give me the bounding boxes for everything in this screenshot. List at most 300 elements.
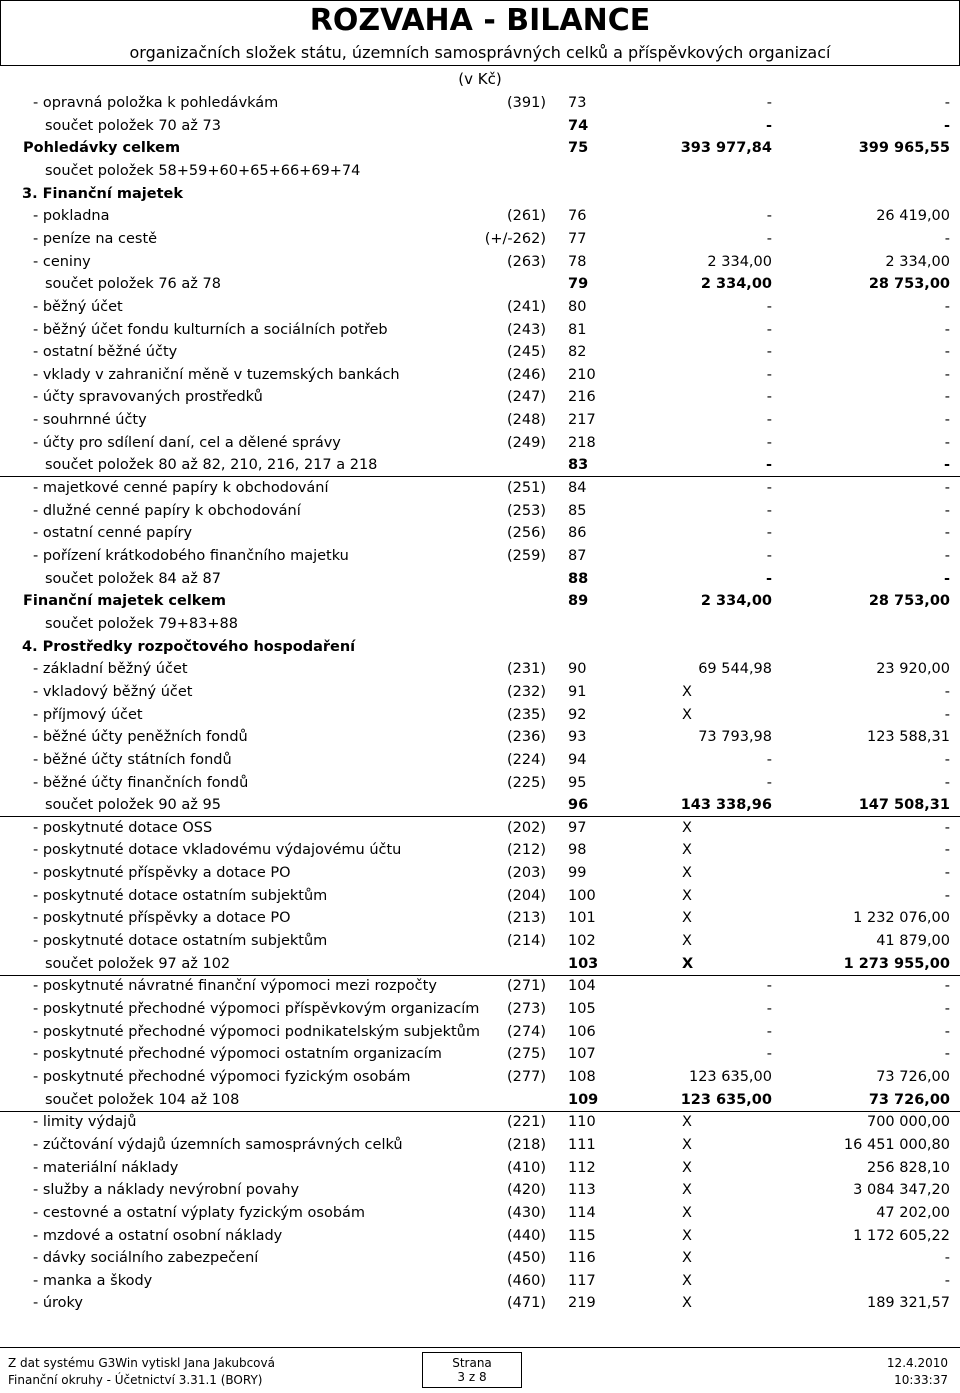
current-period-value: 2 334,00 [700, 276, 772, 293]
previous-period-value: - [944, 525, 950, 542]
account-code: (430) [507, 1204, 546, 1221]
row-label: - běžné účty peněžních fondů [33, 729, 248, 746]
row-label: součet položek 79+83+88 [45, 615, 238, 632]
previous-period-value: 28 753,00 [868, 593, 950, 610]
row-label: - poskytnuté příspěvky a dotace PO [33, 910, 291, 927]
account-code: (214) [507, 933, 546, 950]
row-label: Finanční majetek celkem [23, 593, 226, 610]
previous-period-value: - [944, 978, 950, 995]
table-row [0, 500, 960, 522]
previous-period-value: - [944, 480, 950, 497]
line-number: 217 [568, 412, 596, 429]
line-number: 74 [568, 117, 589, 134]
account-code: (241) [507, 298, 546, 315]
line-number: 219 [568, 1295, 596, 1312]
current-period-value: - [766, 389, 772, 406]
table-row [0, 839, 960, 861]
current-period-value: X [682, 865, 692, 882]
previous-period-value: 147 508,31 [858, 797, 950, 814]
account-code: (410) [507, 1159, 546, 1176]
line-number: 78 [568, 253, 587, 270]
previous-period-value: 73 726,00 [876, 1068, 950, 1085]
row-label: - běžný účet [33, 298, 123, 315]
table-row [0, 726, 960, 748]
previous-period-value: - [944, 344, 950, 361]
previous-period-value: 28 753,00 [868, 276, 950, 293]
table-row [0, 160, 960, 182]
account-code: (243) [507, 321, 546, 338]
line-number: 83 [568, 457, 589, 474]
previous-period-value: - [943, 117, 950, 134]
table-row [0, 885, 960, 907]
table-row [0, 432, 960, 454]
row-label: - ceniny [33, 253, 91, 270]
previous-period-value: - [944, 366, 950, 383]
row-label: - opravná položka k pohledávkám [33, 95, 279, 111]
row-label: - dlužné cenné papíry k obchodování [33, 502, 301, 519]
account-code: (203) [507, 865, 546, 882]
table-row [0, 907, 960, 929]
table-row [0, 590, 960, 612]
footer-printed-by: Z dat systému G3Win vytiskl Jana Jakubcová [8, 1356, 275, 1370]
previous-period-value: - [944, 1250, 950, 1267]
table-row [0, 522, 960, 544]
table-row [0, 319, 960, 341]
table-row [0, 251, 960, 273]
table-row [0, 704, 960, 726]
row-label: - manka a škody [33, 1272, 153, 1289]
table-row [0, 1247, 960, 1269]
account-code: (259) [507, 548, 546, 564]
previous-period-value: - [944, 412, 950, 429]
table-row [0, 862, 960, 884]
line-number: 113 [568, 1182, 596, 1199]
account-code: (450) [507, 1250, 546, 1267]
table-row [0, 341, 960, 363]
report-title: ROZVAHA - BILANCE [309, 3, 651, 38]
line-number: 105 [568, 1001, 596, 1017]
line-number: 75 [568, 140, 589, 157]
line-number: 114 [568, 1204, 596, 1221]
account-code: (246) [507, 366, 546, 383]
previous-period-value: - [944, 683, 950, 700]
line-number: 101 [568, 910, 596, 927]
table-row [0, 1157, 960, 1179]
account-code: (204) [507, 887, 546, 904]
previous-period-value: 41 879,00 [876, 933, 950, 950]
current-period-value: - [766, 366, 772, 383]
current-period-value: X [682, 683, 692, 700]
previous-period-value: 47 202,00 [876, 1204, 950, 1221]
previous-period-value: - [944, 774, 950, 791]
row-label: součet položek 97 až 102 [45, 955, 231, 972]
line-number: 115 [568, 1227, 596, 1244]
row-label: - ostatní cenné papíry [33, 525, 193, 542]
line-number: 90 [568, 661, 587, 678]
account-code: (391) [507, 95, 546, 111]
previous-period-value: 16 451 000,80 [843, 1136, 950, 1153]
table-row [0, 1292, 960, 1314]
account-code: (232) [507, 683, 546, 700]
row-label: - pořízení krátkodobého finančního majetku [33, 548, 349, 564]
table-row [0, 545, 960, 567]
previous-period-value: 2 334,00 [885, 253, 950, 270]
row-label: - vkladový běžný účet [33, 683, 193, 700]
row-label: Pohledávky celkem [23, 140, 181, 157]
table-row [0, 636, 960, 658]
current-period-value: X [682, 887, 692, 904]
account-code: (218) [507, 1136, 546, 1153]
previous-period-value: - [944, 434, 950, 451]
current-period-value: 73 793,98 [698, 729, 772, 746]
table-row [0, 1089, 960, 1112]
row-label: - základní běžný účet [33, 661, 188, 678]
account-code: (274) [507, 1023, 546, 1040]
table-row [0, 998, 960, 1020]
line-number: 110 [568, 1114, 596, 1131]
current-period-value: - [766, 525, 772, 542]
previous-period-value: - [944, 321, 950, 338]
footer-time: 10:33:37 [894, 1373, 948, 1387]
line-number: 84 [568, 480, 587, 497]
previous-period-value: - [944, 502, 950, 519]
row-label: součet položek 76 až 78 [45, 276, 221, 293]
table-row [0, 975, 960, 997]
current-period-value: 2 334,00 [707, 253, 772, 270]
current-period-value: X [682, 955, 694, 972]
row-label: - poskytnuté přechodné výpomoci ostatním organizacím [33, 1046, 442, 1063]
table-row [0, 228, 960, 250]
current-period-value: - [766, 298, 772, 315]
currency-unit: (v Kč) [458, 70, 502, 88]
previous-period-value: - [944, 1001, 950, 1017]
table-row [0, 930, 960, 952]
row-label: - peníze na cestě [33, 230, 158, 247]
row-label: - zúčtování výdajů územních samosprávných celků [33, 1136, 403, 1153]
current-period-value: - [766, 1023, 772, 1040]
line-number: 91 [568, 683, 587, 700]
account-code: (202) [507, 819, 546, 836]
previous-period-value: 700 000,00 [866, 1114, 950, 1131]
current-period-value: - [766, 321, 772, 338]
account-code: (224) [507, 751, 546, 768]
line-number: 107 [568, 1046, 596, 1063]
previous-period-value: 23 920,00 [876, 661, 950, 678]
current-period-value: - [765, 457, 772, 474]
account-code: (212) [507, 842, 546, 859]
current-period-value: 69 544,98 [698, 661, 772, 678]
previous-period-value: - [944, 887, 950, 904]
account-code: (231) [507, 661, 546, 678]
row-label: - poskytnuté dotace ostatním subjektům [33, 887, 328, 904]
previous-period-value: - [944, 230, 950, 247]
report-header [0, 0, 960, 66]
row-label: - běžný účet fondu kulturních a sociálních potřeb [33, 321, 388, 338]
row-label: - pokladna [33, 208, 110, 225]
row-label: součet položek 58+59+60+65+66+69+74 [45, 162, 361, 179]
table-row [0, 92, 960, 114]
line-number: 216 [568, 389, 596, 406]
row-label: - účty spravovaných prostředků [33, 389, 263, 406]
row-label: - služby a náklady nevýrobní povahy [33, 1182, 300, 1199]
account-code: (420) [507, 1182, 546, 1199]
row-label: - poskytnuté dotace vkladovému výdajovému účtu [33, 842, 402, 859]
table-row [0, 817, 960, 839]
line-number: 218 [568, 434, 596, 451]
row-label: - mzdové a ostatní osobní náklady [33, 1227, 283, 1244]
row-label: - poskytnuté přechodné výpomoci fyzickým osobám [33, 1068, 411, 1085]
previous-period-value: - [944, 298, 950, 315]
account-code: (273) [507, 1001, 546, 1017]
page-label: Strana [452, 1356, 492, 1370]
previous-period-value: - [944, 751, 950, 768]
table-row [0, 115, 960, 137]
current-period-value: X [682, 706, 692, 723]
row-label: součet položek 90 až 95 [45, 797, 221, 814]
table-row [0, 205, 960, 227]
current-period-value: 393 977,84 [680, 140, 772, 157]
row-label: součet položek 70 až 73 [45, 117, 221, 134]
table-row [0, 1179, 960, 1201]
line-number: 89 [568, 593, 589, 610]
line-number: 108 [568, 1068, 596, 1085]
current-period-value: X [682, 1114, 692, 1131]
current-period-value: - [765, 117, 772, 134]
row-label: - poskytnuté přechodné výpomoci podnikatelským subjektům [33, 1023, 480, 1040]
current-period-value: X [682, 1227, 692, 1244]
previous-period-value: 189 321,57 [866, 1295, 950, 1312]
account-code: (251) [507, 480, 546, 497]
previous-period-value: - [944, 1046, 950, 1063]
line-number: 210 [568, 366, 596, 383]
row-label: - poskytnuté příspěvky a dotace PO [33, 865, 291, 882]
current-period-value: - [766, 208, 772, 225]
line-number: 109 [568, 1091, 599, 1108]
table-row [0, 1021, 960, 1043]
line-number: 96 [568, 797, 589, 814]
row-label: - limity výdajů [33, 1114, 137, 1131]
account-code: (460) [507, 1272, 546, 1289]
previous-period-value: - [944, 95, 950, 111]
current-period-value: X [682, 819, 692, 836]
row-label: - vklady v zahraniční měně v tuzemských bankách [33, 366, 400, 383]
row-label: - poskytnuté návratné finanční výpomoci mezi rozpočty [33, 978, 437, 995]
previous-period-value: - [943, 457, 950, 474]
current-period-value: - [766, 480, 772, 497]
line-number: 111 [568, 1136, 596, 1153]
account-code: (275) [507, 1046, 546, 1063]
row-label: 4. Prostředky rozpočtového hospodaření [22, 638, 356, 655]
line-number: 86 [568, 525, 587, 542]
account-code: (213) [507, 910, 546, 927]
table-row [0, 613, 960, 635]
row-label: - úroky [33, 1295, 84, 1312]
table-row [0, 1134, 960, 1156]
previous-period-value: - [944, 389, 950, 406]
current-period-value: - [766, 751, 772, 768]
current-period-value: X [682, 1182, 692, 1199]
previous-period-value: 26 419,00 [876, 208, 950, 225]
current-period-value: 2 334,00 [700, 593, 772, 610]
account-code: (253) [507, 502, 546, 519]
page-footer [0, 1347, 960, 1393]
account-code: (261) [507, 208, 546, 225]
current-period-value: - [766, 1001, 772, 1017]
current-period-value: - [766, 230, 772, 247]
account-code: (225) [507, 774, 546, 791]
line-number: 103 [568, 955, 599, 972]
account-code: (256) [507, 525, 546, 542]
account-code: (248) [507, 412, 546, 429]
row-label: - poskytnuté dotace ostatním subjektům [33, 933, 328, 950]
line-number: 116 [568, 1250, 596, 1267]
previous-period-value: - [944, 819, 950, 836]
line-number: 94 [568, 751, 587, 768]
footer-date: 12.4.2010 [886, 1356, 948, 1370]
page-value: 3 z 8 [457, 1370, 487, 1384]
row-label: - poskytnuté přechodné výpomoci příspěvkovým organizacím [33, 1001, 480, 1017]
current-period-value: X [682, 1204, 692, 1221]
current-period-value: - [766, 344, 772, 361]
current-period-value: - [766, 978, 772, 995]
table-row [0, 364, 960, 386]
row-label: - majetkové cenné papíry k obchodování [33, 480, 329, 497]
previous-period-value: 3 084 347,20 [853, 1182, 950, 1199]
line-number: 104 [568, 978, 596, 995]
line-number: 82 [568, 344, 587, 361]
row-label: - materiální náklady [33, 1159, 179, 1176]
row-label: - účty pro sdílení daní, cel a dělené správy [33, 434, 341, 451]
account-code: (247) [507, 389, 546, 406]
line-number: 112 [568, 1159, 596, 1176]
row-label: 3. Finanční majetek [22, 185, 183, 202]
line-number: 76 [568, 208, 587, 225]
account-code: (245) [507, 344, 546, 361]
table-row [0, 772, 960, 794]
report-subtitle: organizačních složek státu, územních samosprávných celků a příspěvkových organizací [129, 43, 831, 62]
account-code: (+/-262) [484, 230, 546, 247]
table-row [0, 658, 960, 680]
line-number: 73 [568, 95, 587, 111]
previous-period-value: - [944, 548, 950, 564]
table-row [0, 1066, 960, 1088]
line-number: 97 [568, 819, 587, 836]
table-row [0, 386, 960, 408]
current-period-value: - [766, 774, 772, 791]
table-row [0, 1111, 960, 1133]
current-period-value: 143 338,96 [680, 797, 772, 814]
line-number: 117 [568, 1272, 596, 1289]
table-row [0, 749, 960, 771]
account-code: (471) [507, 1295, 546, 1312]
line-number: 99 [568, 865, 587, 882]
previous-period-value: - [944, 865, 950, 882]
row-label: součet položek 80 až 82, 210, 216, 217 a 218 [45, 457, 378, 474]
table-row [0, 681, 960, 703]
current-period-value: X [682, 933, 692, 950]
account-code: (440) [507, 1227, 546, 1244]
current-period-value: - [766, 1046, 772, 1063]
table-row [0, 1225, 960, 1247]
table-row [0, 409, 960, 431]
line-number: 100 [568, 887, 596, 904]
table-row [0, 1270, 960, 1292]
line-number: 95 [568, 774, 587, 791]
account-code: (236) [507, 729, 546, 746]
line-number: 106 [568, 1023, 596, 1040]
previous-period-value: - [944, 842, 950, 859]
previous-period-value: 73 726,00 [868, 1091, 950, 1108]
current-period-value: 123 635,00 [680, 1091, 772, 1108]
line-number: 93 [568, 729, 587, 746]
table-row [0, 273, 960, 295]
row-label: - poskytnuté dotace OSS [33, 819, 213, 836]
previous-period-value: 399 965,55 [858, 140, 950, 157]
previous-period-value: 256 828,10 [866, 1159, 950, 1176]
previous-period-value: 1 273 955,00 [843, 955, 950, 972]
previous-period-value: - [944, 706, 950, 723]
row-label: součet položek 104 až 108 [45, 1091, 240, 1108]
current-period-value: X [682, 842, 692, 859]
line-number: 77 [568, 230, 587, 247]
current-period-value: - [766, 548, 772, 564]
row-label: - dávky sociálního zabezpečení [33, 1250, 259, 1267]
table-row [0, 137, 960, 159]
previous-period-value: - [944, 1023, 950, 1040]
current-period-value: - [766, 502, 772, 519]
table-row [0, 794, 960, 817]
account-code: (263) [507, 253, 546, 270]
line-number: 79 [568, 276, 589, 293]
line-number: 92 [568, 706, 587, 723]
account-code: (271) [507, 978, 546, 995]
table-row [0, 296, 960, 318]
footer-system: Finanční okruhy - Účetnictví 3.31.1 (BORY) [8, 1373, 263, 1387]
previous-period-value: 1 232 076,00 [853, 910, 950, 927]
current-period-value: X [682, 1295, 692, 1312]
previous-period-value: - [943, 570, 950, 587]
current-period-value: X [682, 1250, 692, 1267]
current-period-value: X [682, 1272, 692, 1289]
previous-period-value: - [944, 1272, 950, 1289]
row-label: - cestovné a ostatní výplaty fyzickým osobám [33, 1204, 366, 1221]
table-row [0, 953, 960, 976]
account-code: (277) [507, 1068, 546, 1085]
current-period-value: 123 635,00 [688, 1068, 772, 1085]
line-number: 88 [568, 570, 589, 587]
current-period-value: X [682, 1136, 692, 1153]
table-row [0, 1043, 960, 1065]
row-label: - souhrnné účty [33, 412, 147, 429]
page-indicator [422, 1352, 522, 1388]
line-number: 85 [568, 502, 587, 519]
row-label: - ostatní běžné účty [33, 344, 178, 361]
account-code: (249) [507, 434, 546, 451]
row-label: součet položek 84 až 87 [45, 570, 221, 587]
table-row [0, 183, 960, 205]
row-label: - příjmový účet [33, 706, 143, 723]
account-code: (221) [507, 1114, 546, 1131]
line-number: 98 [568, 842, 587, 859]
table-row [0, 454, 960, 477]
table-row [0, 477, 960, 499]
line-number: 102 [568, 933, 596, 950]
line-number: 81 [568, 321, 587, 338]
current-period-value: - [765, 570, 772, 587]
current-period-value: - [766, 412, 772, 429]
table-row [0, 1202, 960, 1224]
row-label: - běžné účty státních fondů [33, 751, 232, 768]
